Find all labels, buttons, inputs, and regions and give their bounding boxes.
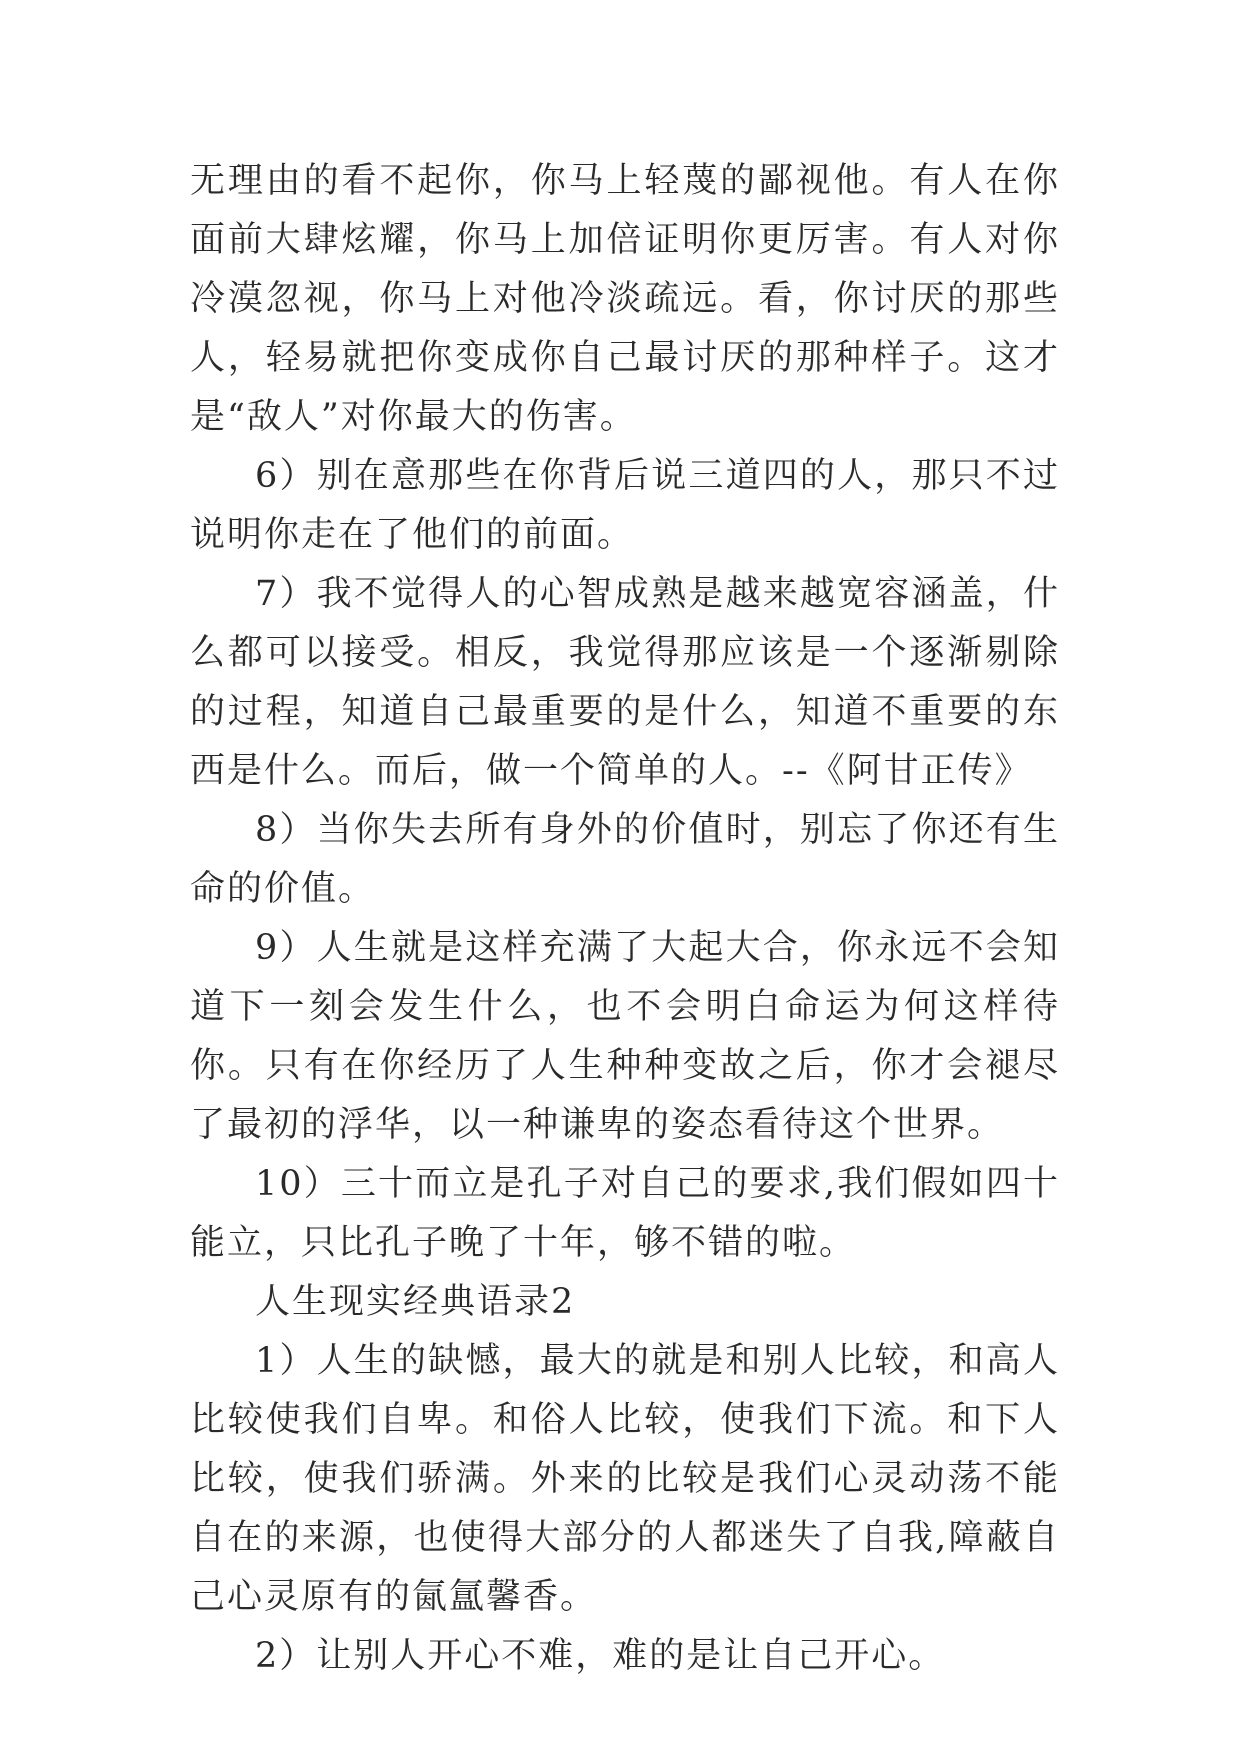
paragraph-quote-9: 9）人生就是这样充满了大起大合，你永远不会知道下一刻会发生什么，也不会明白命运为何这样待你。只有在你经历了人生种种变故之后，你才会褪尽了最初的浮华，以一种谦卑的姿态看待这个世界。 xyxy=(190,928,1060,1145)
paragraph-quote-10: 10）三十而立是孔子对自己的要求,我们假如四十能立，只比孔子晚了十年，够不错的啦。 xyxy=(190,1164,1060,1263)
paragraph-quote-2: 2）让别人开心不难，难的是让自己开心。 xyxy=(255,1636,946,1676)
paragraph-quote-7: 7）我不觉得人的心智成熟是越来越宽容涵盖，什么都可以接受。相反，我觉得那应该是一个逐渐剔除的过程，知道自己最重要的是什么，知道不重要的东西是什么。而后，做一个简单的人。--《阿甘正传》 xyxy=(190,574,1060,791)
paragraph-quote-1: 1）人生的缺憾，最大的就是和别人比较，和高人比较使我们自卑。和俗人比较，使我们下流。和下人比较，使我们骄满。外来的比较是我们心灵动荡不能自在的来源，也使得大部分的人都迷失了自我,障蔽自己心灵原有的氤氲馨香。 xyxy=(190,1341,1060,1617)
document-body xyxy=(190,152,1060,1686)
paragraph-quote-6: 6）别在意那些在你背后说三道四的人，那只不过说明你走在了他们的前面。 xyxy=(190,456,1060,555)
section-heading: 人生现实经典语录2 xyxy=(255,1282,576,1322)
paragraph-continuation: 无理由的看不起你，你马上轻蔑的鄙视他。有人在你面前大肆炫耀，你马上加倍证明你更厉害。有人对你冷漠忽视，你马上对他冷淡疏远。看，你讨厌的那些人，轻易就把你变成你自己最讨厌的那种样子。这才是“敌人”对你最大的伤害。 xyxy=(190,161,1060,437)
paragraph-quote-8: 8）当你失去所有身外的价值时，别忘了你还有生命的价值。 xyxy=(190,810,1060,909)
